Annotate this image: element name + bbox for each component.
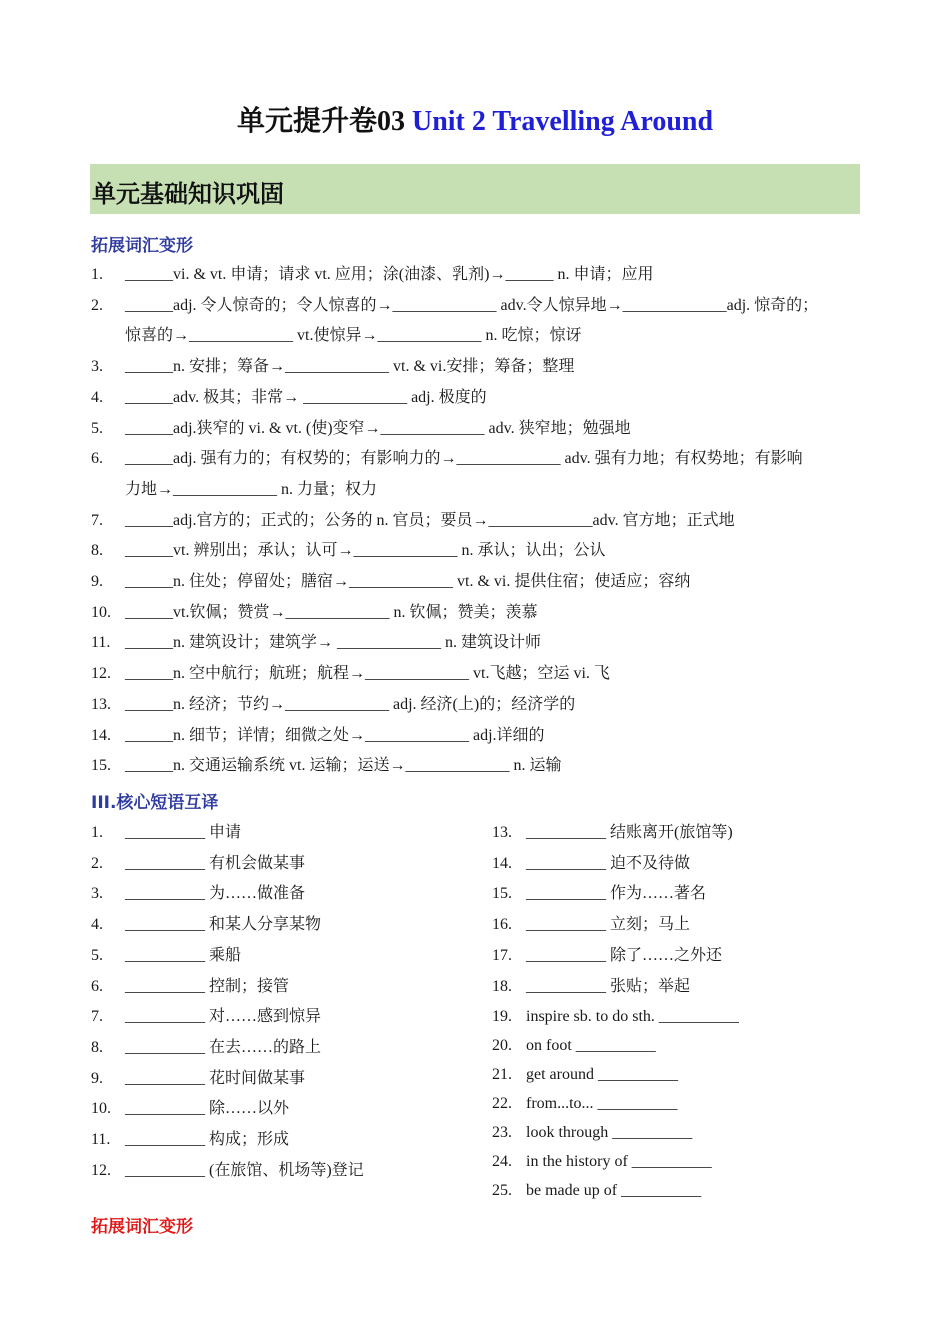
item-number: 16. bbox=[492, 916, 512, 934]
item-text: __________ (在旅馆、机场等)登记 bbox=[125, 1161, 364, 1179]
item-number: 4. bbox=[91, 916, 103, 934]
item-number: 6. bbox=[91, 977, 103, 995]
item-number: 9. bbox=[91, 1069, 103, 1087]
item-text: __________ 对……感到惊异 bbox=[125, 1008, 322, 1026]
item-number: 23. bbox=[492, 1124, 512, 1142]
item-text: __________ 有机会做某事 bbox=[125, 854, 306, 872]
section-banner bbox=[90, 164, 860, 214]
item-text: __________ 除了……之外还 bbox=[526, 946, 723, 964]
item-text: __________ 在去……的路上 bbox=[125, 1038, 322, 1056]
item-text: __________ 乘船 bbox=[125, 946, 242, 964]
item-number: 1. bbox=[91, 266, 103, 283]
item-number: 10. bbox=[91, 1100, 111, 1118]
item-number: 15. bbox=[492, 885, 512, 903]
item-text: ______vi. & vt. 申请；请求 vt. 应用；涂(油漆、乳剂)→______ n. 申请；应用 bbox=[125, 266, 654, 283]
item-number: 15. bbox=[91, 757, 111, 775]
title-zh: 单元提升卷03 bbox=[236, 106, 412, 137]
item-text: __________ 花时间做某事 bbox=[125, 1069, 306, 1087]
item-text: ______n. 交通运输系统 vt. 运输；运送→_____________ n. 运输 bbox=[125, 757, 562, 775]
item-number: 19. bbox=[492, 1008, 512, 1026]
item-text: __________ 迫不及待做 bbox=[526, 854, 691, 872]
item-number: 11. bbox=[91, 1131, 111, 1148]
section-banner-label: 单元基础知识巩固 bbox=[92, 180, 284, 208]
item-number: 14. bbox=[492, 854, 512, 872]
item-number: 5. bbox=[91, 946, 103, 964]
item-number: 9. bbox=[91, 573, 103, 590]
item-text: in the history of __________ bbox=[526, 1153, 712, 1171]
item-number: 24. bbox=[492, 1153, 512, 1171]
item-text: inspire sb. to do sth. __________ bbox=[526, 1008, 739, 1026]
vocab-heading: 拓展词汇变形 bbox=[91, 236, 193, 256]
item-number: 13. bbox=[492, 824, 512, 841]
item-text: __________ 立刻；马上 bbox=[526, 916, 691, 934]
item-number: 8. bbox=[91, 1038, 103, 1056]
item-text: look through __________ bbox=[526, 1124, 693, 1142]
item-number: 11. bbox=[91, 634, 111, 652]
item-number: 3. bbox=[91, 358, 103, 376]
item-text: on foot __________ bbox=[526, 1037, 656, 1055]
item-text: be made up of __________ bbox=[526, 1182, 702, 1200]
item-text: ______vt.钦佩；赞赏→_____________ n. 钦佩；赞美；羡慕 bbox=[125, 603, 538, 621]
item-text: ______n. 经济；节约→_____________ adj. 经济(上)的；经济学的 bbox=[125, 695, 576, 713]
item-number: 1. bbox=[91, 824, 103, 841]
item-text: ______adj. 令人惊奇的；令人惊喜的→_____________ adv.令人惊异地→_____________adj. 惊奇的； bbox=[125, 296, 819, 314]
item-number: 5. bbox=[91, 419, 103, 437]
item-number: 22. bbox=[492, 1095, 512, 1113]
answer-heading: 拓展词汇变形 bbox=[91, 1217, 193, 1237]
item-number: 12. bbox=[91, 665, 111, 683]
item-number: 21. bbox=[492, 1066, 512, 1084]
item-number: 7. bbox=[91, 1008, 103, 1026]
item-text: __________ 和某人分享某物 bbox=[125, 916, 322, 934]
item-text: __________ 为……做准备 bbox=[125, 885, 306, 903]
item-number: 14. bbox=[91, 726, 111, 744]
item-text: ______adv. 极其；非常→ _____________ adj. 极度的 bbox=[125, 388, 487, 406]
title-en: Unit 2 Travelling Around bbox=[411, 106, 714, 137]
item-number: 25. bbox=[492, 1182, 512, 1200]
item-text: ______adj. 强有力的；有权势的；有影响力的→_____________ adv. 强有力地；有权势地；有影响 bbox=[125, 450, 803, 468]
item-text: __________ 申请 bbox=[125, 824, 242, 841]
item-number: 10. bbox=[91, 603, 111, 621]
item-text: ______n. 建筑设计；建筑学→ _____________ n. 建筑设计师 bbox=[125, 634, 542, 652]
item-text: __________ 控制；接管 bbox=[125, 977, 290, 995]
item-text: ______n. 细节；详情；细微之处→_____________ adj.详细的 bbox=[125, 726, 545, 744]
item-number: 4. bbox=[91, 388, 103, 406]
item-number: 3. bbox=[91, 885, 103, 903]
item-number: 12. bbox=[91, 1161, 111, 1179]
item-text: ______n. 空中航行；航班；航程→_____________ vt.飞越；空运 vi. 飞 bbox=[125, 665, 610, 683]
item-text: from...to... __________ bbox=[526, 1095, 678, 1113]
item-text: __________ 作为……著名 bbox=[526, 885, 707, 903]
item-text: __________ 张贴；举起 bbox=[526, 977, 691, 995]
item-text: ______n. 住处；停留处；膳宿→_____________ vt. & vi. 提供住宿；使适应；容纳 bbox=[125, 573, 691, 590]
item-text: 惊喜的→_____________ vt.使惊异→_____________ n. 吃惊；惊讶 bbox=[125, 327, 582, 345]
item-number: 6. bbox=[91, 450, 103, 468]
phrase-heading: III.核心短语互译 bbox=[91, 793, 219, 813]
item-text: __________ 结账离开(旅馆等) bbox=[526, 824, 733, 841]
item-number: 8. bbox=[91, 542, 103, 560]
item-number: 20. bbox=[492, 1037, 512, 1055]
page-title bbox=[0, 104, 950, 140]
item-text: __________ 除……以外 bbox=[125, 1100, 290, 1118]
item-number: 17. bbox=[492, 946, 512, 964]
item-number: 2. bbox=[91, 296, 103, 314]
item-text: ______adj.官方的；正式的；公务的 n. 官员；要员→_____________adv. 官方地；正式地 bbox=[125, 511, 735, 529]
item-number: 2. bbox=[91, 854, 103, 872]
item-number: 13. bbox=[91, 695, 111, 713]
item-text: get around __________ bbox=[526, 1066, 678, 1084]
item-text: ______vt. 辨别出；承认；认可→_____________ n. 承认；认出；公认 bbox=[125, 542, 606, 560]
item-text: ______n. 安排；筹备→_____________ vt. & vi.安排；筹备；整理 bbox=[125, 358, 575, 376]
item-text: 力地→_____________ n. 力量；权力 bbox=[125, 480, 378, 498]
item-number: 18. bbox=[492, 977, 512, 995]
item-text: __________ 构成；形成 bbox=[125, 1131, 290, 1148]
item-number: 7. bbox=[91, 511, 103, 529]
item-text: ______adj.狭窄的 vi. & vt. (使)变窄→_____________ adv. 狭窄地；勉强地 bbox=[125, 419, 631, 437]
